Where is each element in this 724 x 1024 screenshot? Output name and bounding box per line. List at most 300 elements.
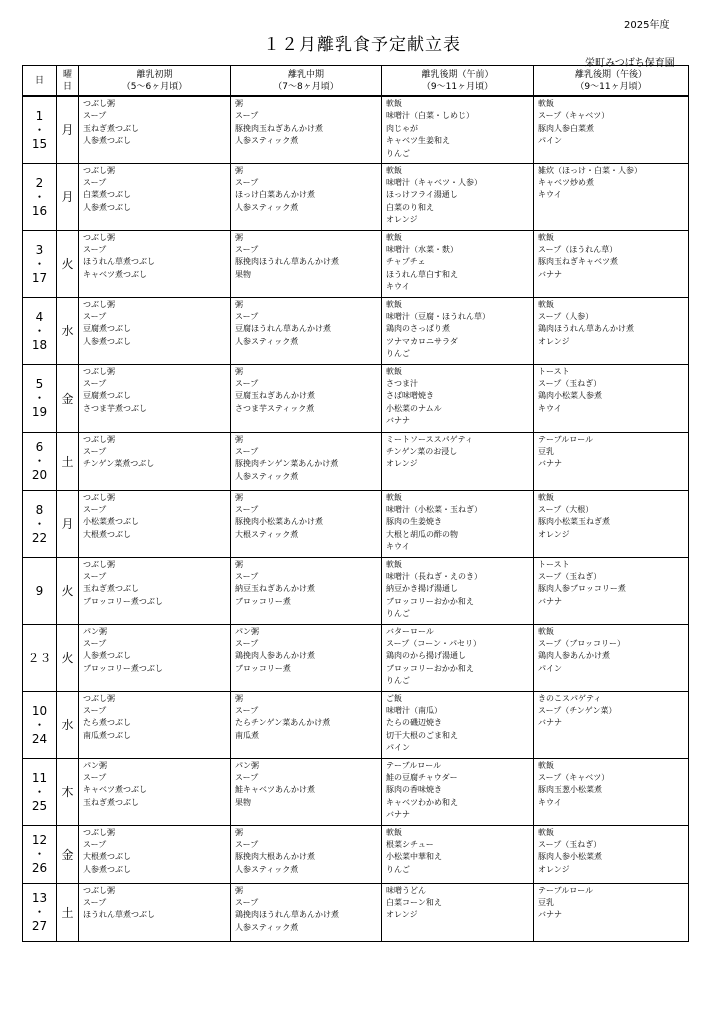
meal-middle — [231, 96, 382, 163]
menu-item: ミートソーススパゲティ — [386, 434, 473, 444]
menu-item: パン粥 — [235, 626, 259, 636]
menu-item: ほうれん草煮つぶし — [83, 910, 155, 920]
menu-table — [22, 65, 689, 942]
weekday-cell: 木 — [57, 758, 79, 825]
menu-item: ブロッコリーおかか和え — [386, 596, 474, 606]
weekday-cell: 土 — [57, 883, 79, 941]
day-line: 5 — [35, 377, 44, 391]
menu-item: たらの磯辺焼き — [386, 718, 442, 728]
menu-item: りんご — [386, 148, 410, 158]
day-cell — [23, 883, 57, 941]
menu-item: スープ — [235, 177, 259, 187]
menu-item: たらチンゲン菜あんかけ煮 — [235, 718, 331, 728]
menu-item: 切干大根のごま和え — [386, 730, 458, 740]
day-line: 27 — [31, 919, 48, 933]
menu-item: スープ — [83, 311, 107, 321]
menu-item: 大根煮つぶし — [83, 852, 131, 862]
menu-body — [23, 96, 689, 941]
weekday-cell: 火 — [57, 230, 79, 297]
day-line: 11 — [31, 770, 48, 785]
weekday-cell: 火 — [57, 624, 79, 691]
header-row — [23, 66, 689, 97]
day-line: ・ — [33, 847, 46, 861]
menu-item: 鮭キャベツあんかけ煮 — [235, 785, 315, 795]
menu-item: たら煮つぶし — [83, 718, 131, 728]
menu-item: スープ — [83, 378, 107, 388]
menu-item: 粥 — [235, 827, 243, 837]
day-line: 16 — [31, 203, 48, 218]
menu-item: 人参スティック煮 — [235, 471, 299, 481]
menu-item: 豚肉人参ブロッコリー煮 — [538, 584, 626, 594]
menu-item: りんご — [386, 609, 410, 619]
menu-item: 人参スティック煮 — [235, 202, 299, 212]
meal-late-am — [382, 758, 534, 825]
menu-item: スープ — [83, 897, 107, 907]
menu-item: 豚挽肉ほうれん草あんかけ煮 — [235, 257, 339, 267]
menu-item: スープ — [83, 446, 107, 456]
day-line: 22 — [31, 530, 48, 545]
menu-item: キャベツ煮つぶし — [83, 269, 147, 279]
menu-item: ほうれん草煮つぶし — [83, 257, 155, 267]
weekday-cell: 水 — [57, 691, 79, 758]
meal-late-pm — [534, 557, 689, 624]
menu-item: 白菜煮つぶし — [83, 190, 131, 200]
menu-item: 軟飯 — [538, 299, 554, 309]
table-row — [23, 883, 689, 941]
menu-item: テーブルロール — [538, 434, 594, 444]
menu-item: つぶし粥 — [83, 693, 115, 703]
meal-late-am — [382, 557, 534, 624]
day-cell — [23, 96, 57, 163]
menu-item: つぶし粥 — [83, 434, 115, 444]
menu-item: ブロッコリー煮 — [235, 663, 291, 673]
day-cell — [23, 230, 57, 297]
menu-item: 大根スティック煮 — [235, 529, 299, 539]
nursery-name: 栄町みつばち保育園 — [585, 58, 675, 69]
menu-item: バナナ — [538, 596, 562, 606]
table-row — [23, 96, 689, 163]
menu-item: 玉ねぎ煮つぶし — [83, 584, 139, 594]
menu-item: 粥 — [235, 232, 243, 242]
menu-item: オレンジ — [386, 215, 418, 225]
meal-late-am — [382, 230, 534, 297]
meal-late-pm — [534, 883, 689, 941]
day-cell — [23, 624, 57, 691]
stage-name: 離乳後期（午後） — [574, 69, 647, 80]
day-line: 25 — [31, 798, 48, 813]
menu-item: バナナ — [538, 910, 562, 920]
menu-item: キウイ — [386, 282, 410, 292]
menu-item: 粥 — [235, 693, 243, 703]
day-line: 3 — [35, 242, 44, 257]
menu-item: スープ — [235, 897, 259, 907]
menu-item: スープ（ほうれん草） — [538, 244, 618, 254]
table-row — [23, 364, 689, 432]
menu-item: パン粥 — [83, 760, 107, 770]
menu-item: 豆腐煮つぶし — [83, 324, 131, 334]
menu-item: 軟飯 — [386, 827, 402, 837]
menu-item: 豚肉小松菜玉ねぎ煮 — [538, 517, 610, 527]
meal-late-pm — [534, 297, 689, 364]
menu-item: 軟飯 — [386, 492, 402, 502]
weekday-cell: 金 — [57, 825, 79, 883]
menu-item: スープ — [83, 244, 107, 254]
day-line: 8 — [35, 502, 44, 517]
menu-item: ほっけ白菜あんかけ煮 — [235, 190, 315, 200]
menu-item: キウイ — [538, 797, 562, 807]
menu-item: スープ（キャベツ） — [538, 772, 610, 782]
meal-early — [79, 297, 231, 364]
menu-item: 軟飯 — [538, 827, 554, 837]
menu-item: ブロッコリーおかか和え — [386, 663, 474, 673]
menu-item: 大根と胡瓜の酢の物 — [386, 529, 458, 539]
menu-item: スープ — [235, 378, 259, 388]
table-row — [23, 230, 689, 297]
day-line: ・ — [33, 391, 46, 405]
day-line: ２３ — [27, 650, 52, 665]
menu-item: スープ — [83, 177, 107, 187]
menu-item: 味噌汁（豆腐・ほうれん草） — [386, 311, 490, 321]
menu-item: スープ — [235, 111, 259, 121]
menu-item: つぶし粥 — [83, 492, 115, 502]
menu-item: 人参煮つぶし — [83, 336, 131, 346]
menu-item: 味噌汁（長ねぎ・えのき） — [386, 571, 482, 581]
menu-item: つぶし粥 — [83, 559, 115, 569]
menu-item: スープ — [235, 839, 259, 849]
menu-item: スープ（コーン・パセリ） — [386, 638, 482, 648]
meal-early — [79, 691, 231, 758]
menu-item: スープ — [235, 571, 259, 581]
day-line: 4 — [35, 309, 44, 324]
meal-late-pm — [534, 96, 689, 163]
meal-late-am — [382, 364, 534, 432]
table-row — [23, 758, 689, 825]
menu-item: きのこスパゲティ — [538, 693, 602, 703]
menu-item: スープ — [83, 111, 107, 121]
menu-item: オレンジ — [538, 529, 570, 539]
meal-late-am — [382, 691, 534, 758]
menu-item: 果物 — [235, 797, 251, 807]
meal-early — [79, 883, 231, 941]
meal-late-pm — [534, 230, 689, 297]
weekday-cell: 金 — [57, 364, 79, 432]
menu-item: 軟飯 — [386, 165, 402, 175]
day-line: ・ — [33, 516, 46, 531]
header-stage-early — [79, 66, 231, 97]
stage-name: 離乳中期 — [287, 69, 324, 80]
menu-item: キウイ — [538, 190, 562, 200]
meal-late-pm — [534, 624, 689, 691]
menu-item: 粥 — [235, 299, 243, 309]
menu-item: 鶏肉小松菜人参煮 — [538, 391, 602, 401]
menu-item: ツナマカロニサラダ — [386, 336, 458, 346]
menu-item: 人参煮つぶし — [83, 202, 131, 212]
menu-item: 南瓜煮 — [235, 730, 259, 740]
header-day: 日 — [23, 66, 57, 97]
menu-item: 小松菜煮つぶし — [83, 517, 139, 527]
menu-item: 納豆玉ねぎあんかけ煮 — [235, 584, 315, 594]
menu-item: 納豆かき揚げ湯通し — [386, 584, 458, 594]
menu-item: りんご — [386, 349, 410, 359]
meal-early — [79, 624, 231, 691]
menu-item: キャベツ煮つぶし — [83, 785, 147, 795]
day-cell — [23, 758, 57, 825]
meal-late-am — [382, 624, 534, 691]
meal-early — [79, 230, 231, 297]
menu-item: 豚肉人参白菜煮 — [538, 123, 594, 133]
menu-item: 玉ねぎ煮つぶし — [83, 123, 139, 133]
meal-middle — [231, 691, 382, 758]
menu-item: りんご — [386, 676, 410, 686]
menu-item: キウイ — [538, 403, 562, 413]
meal-middle — [231, 297, 382, 364]
meal-late-am — [382, 96, 534, 163]
weekday-cell: 火 — [57, 557, 79, 624]
menu-item: さつま芋煮つぶし — [83, 403, 147, 413]
menu-item: つぶし粥 — [83, 885, 115, 895]
meal-early — [79, 364, 231, 432]
header-stage-late-am — [382, 66, 534, 97]
stage-age: （9～11ヶ月頃） — [421, 81, 494, 92]
menu-item: 粥 — [235, 559, 243, 569]
menu-item: テーブルロール — [538, 885, 594, 895]
menu-item: トースト — [538, 366, 570, 376]
header-stage-late-pm — [534, 66, 689, 97]
meal-early — [79, 163, 231, 230]
header-weekday-line: 曜 — [62, 69, 72, 80]
menu-item: つぶし粥 — [83, 299, 115, 309]
menu-item: 豚肉人参小松菜煮 — [538, 852, 602, 862]
day-line: ・ — [33, 905, 46, 919]
meal-late-pm — [534, 490, 689, 557]
day-line: 15 — [31, 136, 48, 151]
menu-item: ご飯 — [386, 693, 402, 703]
meal-middle — [231, 490, 382, 557]
day-line: 26 — [31, 861, 48, 875]
menu-item: 軟飯 — [538, 492, 554, 502]
meal-late-pm — [534, 163, 689, 230]
menu-item: バナナ — [538, 269, 562, 279]
day-line: ・ — [33, 256, 46, 271]
meal-late-pm — [534, 758, 689, 825]
menu-item: 味噌汁（水菜・麩） — [386, 244, 458, 254]
menu-item: 白菜のり和え — [386, 202, 434, 212]
meal-early — [79, 825, 231, 883]
day-line: ・ — [33, 454, 46, 468]
meal-late-am — [382, 297, 534, 364]
menu-item: 軟飯 — [386, 99, 402, 108]
day-cell — [23, 691, 57, 758]
menu-item: オレンジ — [386, 459, 418, 469]
menu-item: 豆乳 — [538, 446, 554, 456]
menu-item: さつま汁 — [386, 378, 418, 388]
menu-item: バナナ — [386, 810, 410, 820]
meal-middle — [231, 432, 382, 490]
menu-item: トースト — [538, 559, 570, 569]
menu-item: チンゲン菜煮つぶし — [83, 459, 155, 469]
day-cell — [23, 432, 57, 490]
meal-late-am — [382, 883, 534, 941]
table-row — [23, 163, 689, 230]
menu-item: 豚肉玉ねぎキャベツ煮 — [538, 257, 618, 267]
menu-item: キャベツ炒め煮 — [538, 177, 594, 187]
menu-item: バターロール — [386, 626, 434, 636]
menu-item: パン粥 — [83, 626, 107, 636]
menu-item: 人参スティック煮 — [235, 336, 299, 346]
menu-item: 軟飯 — [538, 760, 554, 770]
header-stage-middle — [231, 66, 382, 97]
menu-item: 人参煮つぶし — [83, 651, 131, 661]
day-line: 9 — [35, 583, 44, 598]
menu-item: ブロッコリー煮 — [235, 596, 291, 606]
menu-item: 粥 — [235, 366, 243, 376]
menu-item: さつま芋スティック煮 — [235, 403, 315, 413]
stage-name: 離乳後期（午前） — [421, 69, 494, 80]
menu-item: バナナ — [538, 459, 562, 469]
meal-early — [79, 758, 231, 825]
menu-item: 南瓜煮つぶし — [83, 730, 131, 740]
day-cell — [23, 825, 57, 883]
menu-item: 軟飯 — [538, 626, 554, 636]
day-line: ・ — [33, 189, 46, 204]
menu-item: テーブルロール — [386, 760, 442, 770]
menu-item: 粥 — [235, 492, 243, 502]
menu-item: 味噌汁（南瓜） — [386, 705, 442, 715]
menu-item: 雑炊（ほっけ・白菜・人参） — [538, 165, 642, 175]
meal-late-pm — [534, 825, 689, 883]
table-row — [23, 297, 689, 364]
menu-item: スープ — [235, 311, 259, 321]
header-weekday-line: 日 — [62, 81, 72, 92]
menu-item: スープ — [235, 446, 259, 456]
day-line: 17 — [31, 270, 48, 285]
weekday-cell: 月 — [57, 163, 79, 230]
menu-item: スープ — [83, 839, 107, 849]
menu-item: 鶏挽肉ほうれん草あんかけ煮 — [235, 910, 339, 920]
meal-early — [79, 557, 231, 624]
menu-item: 軟飯 — [386, 366, 402, 376]
stage-age: （5～6ヶ月頃） — [121, 81, 188, 92]
menu-item: 根菜シチュー — [386, 839, 434, 849]
menu-item: バナナ — [386, 416, 410, 426]
day-cell — [23, 297, 57, 364]
meal-late-am — [382, 825, 534, 883]
menu-item: 粥 — [235, 885, 243, 895]
menu-item: スープ — [83, 571, 107, 581]
menu-item: 人参スティック煮 — [235, 922, 299, 932]
menu-item: 人参煮つぶし — [83, 136, 131, 146]
menu-item: スープ — [235, 638, 259, 648]
meal-middle — [231, 758, 382, 825]
menu-item: りんご — [386, 864, 410, 874]
menu-item: 小松菜中華和え — [386, 852, 442, 862]
meal-middle — [231, 883, 382, 941]
menu-item: ブロッコリー煮つぶし — [83, 596, 163, 606]
menu-item: 軟飯 — [386, 559, 402, 569]
menu-item: つぶし粥 — [83, 165, 115, 175]
day-line: 12 — [31, 833, 48, 847]
menu-item: 豚肉の生姜焼き — [386, 517, 442, 527]
menu-item: スープ（チンゲン菜） — [538, 705, 617, 715]
menu-item: キウイ — [386, 542, 410, 552]
day-line: 19 — [31, 405, 48, 419]
day-line: ・ — [33, 784, 46, 799]
menu-item: 豚肉の香味焼き — [386, 785, 442, 795]
menu-item: 軟飯 — [538, 99, 554, 108]
meal-early — [79, 96, 231, 163]
menu-item: ほっけフライ湯通し — [386, 190, 458, 200]
weekday-cell: 土 — [57, 432, 79, 490]
table-row — [23, 624, 689, 691]
menu-item: 肉じゃが — [386, 123, 418, 133]
menu-item: オレンジ — [538, 864, 570, 874]
menu-item: 豆腐ほうれん草あんかけ煮 — [235, 324, 331, 334]
menu-item: 軟飯 — [386, 232, 402, 242]
menu-item: スープ（玉ねぎ） — [538, 571, 602, 581]
menu-item: スープ（大根） — [538, 504, 594, 514]
menu-item: 豚挽肉チンゲン菜あんかけ煮 — [235, 459, 339, 469]
menu-item: スープ（玉ねぎ） — [538, 839, 602, 849]
meal-early — [79, 432, 231, 490]
menu-item: スープ — [83, 705, 107, 715]
menu-item: 豚挽肉小松菜あんかけ煮 — [235, 517, 323, 527]
day-line: 20 — [31, 468, 48, 482]
meal-middle — [231, 230, 382, 297]
day-line: ・ — [33, 717, 46, 732]
menu-item: パイン — [538, 136, 562, 146]
menu-item: 鶏肉のから揚げ湯通し — [386, 651, 466, 661]
meal-late-pm — [534, 691, 689, 758]
menu-item: スープ — [235, 772, 259, 782]
day-line: ・ — [33, 122, 46, 137]
menu-item: 味噌汁（キャベツ・人参） — [386, 177, 482, 187]
menu-item: チンゲン菜のお浸し — [386, 446, 458, 456]
menu-item: 鶏肉ほうれん草あんかけ煮 — [538, 324, 634, 334]
menu-item: つぶし粥 — [83, 827, 115, 837]
menu-item: 玉ねぎ煮つぶし — [83, 797, 139, 807]
menu-item: 粥 — [235, 434, 243, 444]
day-line: 2 — [35, 175, 44, 190]
menu-item: パン粥 — [235, 760, 259, 770]
menu-item: 豆乳 — [538, 897, 554, 907]
meal-late-pm — [534, 432, 689, 490]
menu-item: つぶし粥 — [83, 366, 115, 376]
menu-item: 小松菜のナムル — [386, 403, 442, 413]
meal-middle — [231, 364, 382, 432]
menu-item: 鶏挽肉人参あんかけ煮 — [235, 651, 315, 661]
meal-late-am — [382, 163, 534, 230]
menu-item: 大根煮つぶし — [83, 529, 131, 539]
menu-item: 人参スティック煮 — [235, 136, 299, 146]
menu-item: 味噌うどん — [386, 885, 426, 895]
menu-item: 粥 — [235, 165, 243, 175]
menu-item: ほうれん草白す和え — [386, 269, 458, 279]
menu-item: スープ — [235, 705, 259, 715]
day-line: 13 — [31, 891, 48, 905]
menu-item: チャプチェ — [386, 257, 426, 267]
menu-item: スープ — [235, 244, 259, 254]
menu-item: バナナ — [538, 718, 562, 728]
meal-middle — [231, 163, 382, 230]
menu-item: 軟飯 — [386, 299, 402, 309]
menu-item: 鶏肉人参あんかけ煮 — [538, 651, 610, 661]
stage-age: （7～8ヶ月頃） — [273, 81, 339, 92]
fiscal-year: 2025年度 — [624, 20, 670, 31]
menu-item: 鶏肉のさっぱり煮 — [386, 324, 450, 334]
day-line: 24 — [31, 731, 48, 746]
menu-item: つぶし粥 — [83, 99, 115, 108]
stage-age: （9～11ヶ月頃） — [575, 81, 647, 92]
